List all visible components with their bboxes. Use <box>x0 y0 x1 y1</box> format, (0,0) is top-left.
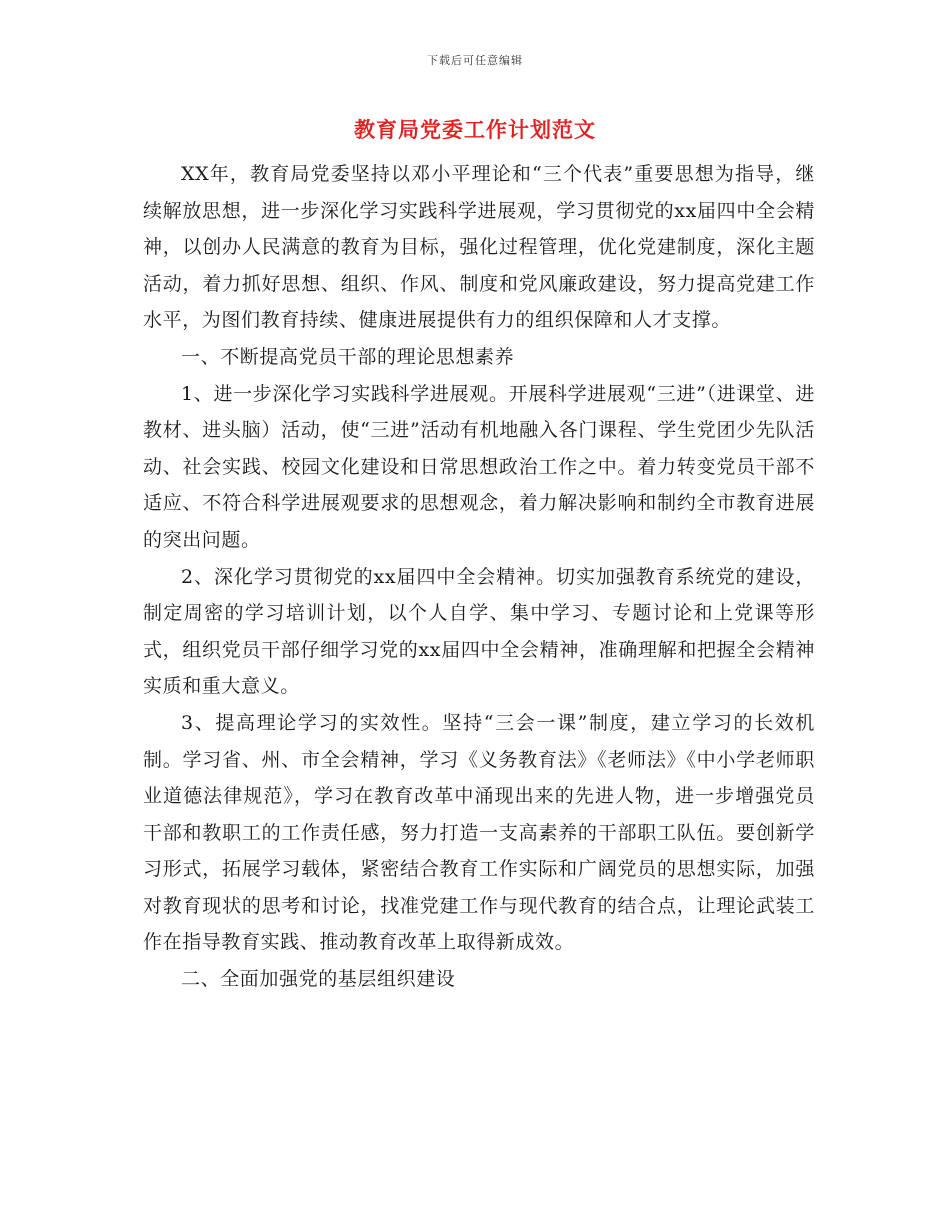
body-paragraph-1: 1、进一步深化学习实践科学进展观。开展科学进展观“三进”（进课堂、进教材、进头脑）活动，使“三进”活动有机地融入各门课程、学生党团少先队活动、社会实践、校园文化建设和日常思想政治工作之中。着力转变党员干部不适应、不符合科学进展观要求的思想观念，着力解决影响和制约全市教育进展的突出问题。 <box>143 382 815 551</box>
document-title: 教育局党委工作计划范文 <box>354 117 596 142</box>
body-paragraph-3: 3、提高理论学习的实效性。坚持“三会一课”制度，建立学习的长效机制。学习省、州、市全会精神，学习《义务教育法》《老师法》《中小学老师职业道德法律规范》，学习在教育改革中涌现出来的先进人物，进一步增强党员干部和教职工的工作责任感，努力打造一支高素养的干部职工队伍。要创新学习形式，拓展学习载体，紧密结合教育工作实际和广阔党员的思想实际，加强对教育现状的思考和讨论，找准党建工作与现代教育的结合点，让理论武装工作在指导教育实践、推动教育改革上取得新成效。 <box>143 711 815 954</box>
header-note: 下载后可任意编辑 <box>427 54 523 67</box>
intro-paragraph: XX年，教育局党委坚持以邓小平理论和“三个代表”重要思想为指导，继续解放思想，进一步深化学习实践科学进展观，学习贯彻党的xx届四中全会精神，以创办人民满意的教育为目标，强化过程管理，优化党建制度，深化主题活动，着力抓好思想、组织、作风、制度和党风廉政建设，努力提高党建工作水平，为图们教育持续、健康进展提供有力的组织保障和人才支撑。 <box>143 163 815 332</box>
document-body <box>143 156 815 998</box>
section-heading-1: 一、不断提高党员干部的理论思想素养 <box>181 345 515 368</box>
section-heading-2: 二、全面加强党的基层组织建设 <box>181 968 456 991</box>
body-paragraph-2: 2、深化学习贯彻党的xx届四中全会精神。切实加强教育系统党的建设，制定周密的学习培训计划，以个人自学、集中学习、专题讨论和上党课等形式，组织党员干部仔细学习党的xx届四中全会精神，准确理解和把握全会精神实质和重大意义。 <box>143 565 815 698</box>
